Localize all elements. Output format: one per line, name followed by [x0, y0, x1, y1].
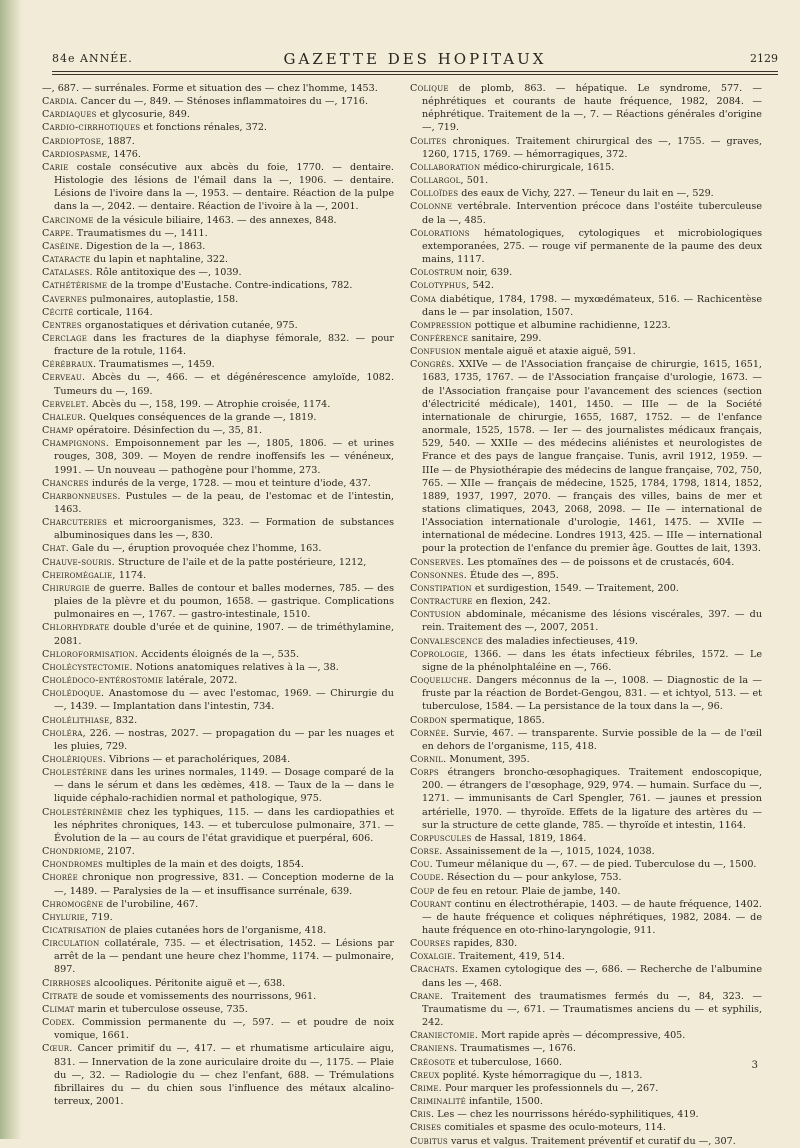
index-entry: [410, 1029, 762, 1042]
entry-headword: Cerclage: [42, 332, 88, 344]
entry-text: de Hassal, 1819, 1864.: [471, 832, 587, 844]
entry-headword: Chlorhydrate: [42, 622, 110, 634]
index-entry: [410, 871, 762, 884]
entry-text: dans les urines normales, 1149. — Dosage comparé de la — dans le sérum et dans les œdèmes, 418. — Taux de la — dans le liquide céphalo-rachidien normal et pathologique, 975.: [54, 767, 394, 805]
entry-headword: Chylurie,: [42, 911, 89, 923]
index-entry: [410, 1135, 762, 1148]
signature-mark: 3: [751, 1060, 758, 1071]
index-entry: [410, 1082, 762, 1095]
entry-text: 501.: [463, 175, 489, 187]
entry-headword: Crime.: [410, 1082, 442, 1094]
entry-headword: Cœur.: [42, 1043, 73, 1055]
entry-text: hématologiques, cytologiques et microbiologiques extemporanées, 275. — rouge vif permanente de la paume des deux mains, 1117.: [422, 227, 762, 266]
entry-text: dans les fractures de la diaphyse fémorale, 832. — pour fracture de la rotule, 1164.: [54, 332, 394, 358]
entry-headword: Constipation: [410, 582, 472, 594]
entry-text: Traumatismes —, 1676.: [457, 1043, 576, 1055]
entry-headword: Carie: [42, 161, 69, 173]
entry-text: varus et valgus. Traitement préventif et curatif du —, 307.: [447, 1135, 736, 1147]
entry-headword: Colonne: [410, 201, 453, 213]
index-entry: [410, 358, 762, 555]
index-entry: [42, 108, 394, 121]
index-entry: [410, 161, 762, 174]
entry-text: de l'urobiline, 467.: [103, 898, 199, 910]
index-entry: [410, 279, 762, 292]
entry-text: Pustules — de la peau, de l'estomac et de l'intestin, 1463.: [54, 490, 394, 515]
entry-text: Assainissement de la —, 1015, 1024, 1038.: [442, 846, 655, 858]
entry-headword: Craniectomie.: [410, 1030, 479, 1042]
entry-headword: Compression: [410, 319, 472, 331]
index-entry: [410, 858, 762, 871]
entry-text: de la vésicule biliaire, 1463. — des annexes, 848.: [93, 214, 337, 226]
entry-headword: Chaleur.: [42, 411, 87, 423]
entry-headword: Codex.: [42, 1017, 76, 1029]
index-entry: [42, 569, 394, 582]
entry-text: chronique non progressive, 831. — Conception moderne de la —, 1489. — Paralysies de la — et insuffisance surrénale, 639.: [54, 872, 394, 897]
entry-text: Accidents éloignés de la —, 535.: [138, 648, 300, 660]
entry-text: de feu en retour. Plaie de jambe, 140.: [434, 885, 621, 897]
entry-headword: Courses: [410, 938, 451, 950]
entry-text: Structure de l'aile et de la patte postérieure, 1212,: [114, 556, 367, 568]
entry-headword: Cerveau.: [42, 372, 86, 384]
entry-headword: Cervelet.: [42, 398, 89, 410]
entry-headword: Cavernes: [42, 293, 88, 305]
index-entry: [42, 266, 394, 279]
index-entry: [42, 990, 394, 1003]
entry-text: et surdigestion, 1549. — Traitement, 200.: [471, 582, 679, 594]
index-entry: [42, 279, 394, 292]
entry-headword: Collaboration: [410, 161, 481, 173]
index-entry: [410, 635, 762, 648]
index-entry: [42, 1042, 394, 1108]
entry-headword: Crane.: [410, 990, 444, 1002]
entry-text: indurés de la verge, 1728. — mou et teinture d'iode, 437.: [88, 477, 371, 489]
entry-text: pulmonaires, autoplastie, 158.: [87, 293, 239, 305]
index-entry: [410, 135, 762, 161]
index-entry: [410, 1069, 762, 1082]
index-entry: [42, 582, 394, 621]
index-entry: [410, 714, 762, 727]
index-entry: [410, 1095, 762, 1108]
index-entry: [42, 95, 394, 108]
entry-headword: Carpe.: [42, 227, 74, 239]
entry-text: et fonctions rénales, 372.: [140, 122, 267, 134]
entry-text: Examen cytologique des —, 686. — Recherche de l'albumine dans les —, 468.: [422, 964, 762, 989]
entry-text: chroniques. Traitement chirurgical des —, 1755. — graves, 1260, 1715, 1769. — hémorragiques, 372.: [422, 135, 762, 160]
entry-text: Dangers méconnus de la —, 1008. — Diagnostic de la — fruste par la réaction de Bordet-Gengou, 831. — et ichtyol, 513. — et tuberculose, 1584. — La persistance de la toux dans la —, 96.: [422, 675, 762, 713]
entry-text: et microorganismes, 323. — Formation de substances albuminosiques dans les —, 830.: [54, 517, 394, 542]
index-entry: [42, 411, 394, 424]
entry-text: du lapin et naphtaline, 322.: [90, 254, 229, 266]
entry-headword: Charcuteries: [42, 517, 108, 529]
entry-text: Digestion de la —, 1863.: [82, 240, 206, 252]
entry-text: Quelques conséquences de la grande —, 1819.: [86, 411, 317, 423]
entry-text: multiples de la main et des doigts, 1854.: [103, 859, 304, 871]
index-entry: [410, 832, 762, 845]
index-entry: [42, 135, 394, 148]
index-entry: [410, 766, 762, 832]
entry-headword: Convalescence: [410, 635, 484, 647]
index-entry: [410, 332, 762, 345]
entry-headword: Carcinome: [42, 214, 94, 226]
entry-text: de la trompe d'Eustache. Contre-indications, 782.: [107, 280, 353, 292]
entry-text: XXIVe — de l'Association française de chirurgie, 1615, 1651, 1683, 1735, 1767. — de l'Association française d'urologie, 1673. — de l'Association française pour l'avancement des sciences (section d'électricité médicale), 1401, 1450. — IIIe — de la Société internationale de chirurgie, 1655, 1687, 1752. — de l'enfance anormale, 1525, 1578. — Ier — des journalistes médicaux français, 529, 540. — XXIIe — des médecins aliénistes et neurologistes de France et des pays de langue française. Tunis, avril 1912, 1959. — IIIe — de Physiothérapie des médecins de langue française, 702, 750, 765. — XIIe — français de médecine, 1525, 1784, 1798, 1814, 1852, 1889, 1937, 1997, 2070. — français des villes, bains de mer et stations climatiques, 2043, 2068, 2098. — IIe — international de l'Association internationale d'urologie, 1461, 1475. — XVIIe — international de médecine. Londres 1913, 425. — IIIe — international pour la protection de l'enfance du premier âge. Gouttes de lait, 1393.: [422, 359, 762, 555]
entry-headword: Corse.: [410, 846, 443, 858]
index-entry: [410, 1056, 762, 1069]
index-entry: [42, 358, 394, 371]
entry-text: Gale du —, éruption provoquée chez l'homme, 163.: [68, 543, 322, 555]
entry-text: Les ptomaïnes des — de poissons et de crustacés, 604.: [464, 556, 735, 568]
entry-text: de plomb, 863. — hépatique. Le syndrome, 577. — néphrétiques et courants de haute fréquence, 1982, 2084. — néphrétique. Traitement de la —, 7. — Réactions générales d'origine —, 719.: [422, 83, 762, 134]
entry-text: de guerre. Balles de contour et balles modernes, 785. — des plaies de la plèvre et du poumon, 1658. — gastrique. Complications pulmonaires en —, 1767. — gastro-intestinale, 1510.: [54, 582, 394, 621]
entry-text: Pour marquer les professionnels du —, 267.: [441, 1082, 659, 1094]
entry-text: corticale, 1164.: [73, 306, 153, 318]
index-entry: [42, 332, 394, 358]
entry-headword: Colotyphus,: [410, 280, 470, 292]
entry-headword: Cholériques.: [42, 753, 106, 765]
entry-text: Traitement, 419, 514.: [455, 951, 565, 963]
entry-headword: Corpuscules: [410, 832, 472, 844]
entry-text: Abcès du —, 158, 199. — Atrophie croisée, 1174.: [88, 398, 331, 410]
entry-headword: Catalases.: [42, 267, 93, 279]
entry-headword: Coup: [410, 885, 435, 897]
index-entry: [42, 871, 394, 897]
index-entry: [410, 727, 762, 753]
entry-headword: Criminalité: [410, 1096, 466, 1108]
entry-headword: Cardiaques: [42, 109, 97, 121]
entry-headword: Chloroformisation.: [42, 648, 139, 660]
index-entry: [42, 214, 394, 227]
entry-headword: Chauve-souris.: [42, 556, 115, 568]
index-entry: [42, 766, 394, 805]
entry-text: chez les typhiques, 115. — dans les cardiopathies et les néphrites chroniques, 143. — et tuberculose pulmonaire, 371. — Évolution de la — au cours de l'état gravidique et puerpéral, 606.: [54, 806, 394, 844]
entry-headword: Creux: [410, 1069, 440, 1081]
index-entry: [42, 714, 394, 727]
entry-headword: Coprologie,: [410, 648, 468, 660]
entry-headword: Centres: [42, 319, 82, 331]
entry-headword: Contracture: [410, 596, 473, 608]
entry-text: alcooliques. Péritonite aiguë et —, 638.: [91, 977, 286, 989]
index-entry: [42, 661, 394, 674]
entry-text: de plaies cutanées hors de l'organisme, 418.: [106, 925, 327, 936]
index-entry: [42, 753, 394, 766]
index-entry: [410, 753, 762, 766]
entry-headword: Cardiospasme,: [42, 148, 111, 160]
index-entry: [42, 858, 394, 871]
index-entry: [410, 1121, 762, 1134]
index-entry: [42, 648, 394, 661]
index-entry: [42, 516, 394, 542]
index-entry: [410, 174, 762, 187]
entry-headword: Consonnes.: [410, 569, 467, 581]
entry-headword: Cholestérinémie: [42, 806, 123, 818]
entry-text: des maladies infectieuses, 419.: [483, 635, 638, 647]
entry-text: rapides, 830.: [450, 938, 518, 950]
entry-headword: Cécité: [42, 306, 74, 318]
entry-headword: Cicatrisation: [42, 925, 107, 936]
index-entry: [410, 187, 762, 200]
index-entry: [410, 1042, 762, 1055]
entry-headword: Crachats.: [410, 964, 459, 976]
journal-title: GAZETTE DES HOPITAUX: [283, 50, 547, 68]
entry-headword: Colites: [410, 135, 447, 147]
entry-headword: Colloïdes: [410, 188, 459, 200]
entry-headword: Coma: [410, 293, 437, 305]
entry-text: spermatique, 1865.: [447, 714, 545, 726]
entry-headword: Créosote: [410, 1056, 456, 1068]
entry-text: et tuberculose, 1660.: [455, 1056, 563, 1068]
index-entry: [410, 937, 762, 950]
index-entry: [42, 1003, 394, 1016]
entry-headword: Cholestérine: [42, 767, 108, 779]
entry-headword: Cubitus: [410, 1135, 448, 1147]
index-entry: [410, 595, 762, 608]
entry-text: latérale, 2072.: [163, 675, 238, 687]
index-entry: [42, 398, 394, 411]
entry-headword: Cardio-cirrhotiques: [42, 122, 141, 134]
index-entry: [410, 582, 762, 595]
entry-text: Étude des —, 895.: [466, 569, 559, 581]
entry-text: poplité. Kyste hémorragique du —, 1813.: [439, 1069, 643, 1081]
index-entry: [42, 82, 394, 95]
index-entry: [410, 1108, 762, 1121]
entry-text: de soude et vomissements des nourrissons, 961.: [77, 990, 317, 1002]
entry-headword: Chondromes: [42, 859, 104, 871]
entry-text: collatérale, 735. — et électrisation, 1452. — Lésions par arrêt de la — pendant une heure chez l'homme, 1174. — pulmonaire, 897.: [54, 938, 394, 976]
entry-headword: Citrate: [42, 990, 78, 1002]
entry-headword: Corps: [410, 767, 439, 779]
entry-text: 1476.: [110, 148, 141, 160]
entry-headword: Cholédoque.: [42, 688, 105, 700]
entry-headword: Confusion: [410, 346, 462, 358]
entry-headword: Choléra,: [42, 727, 86, 739]
entry-text: des eaux de Vichy, 227. — Teneur du lait en —, 529.: [458, 188, 714, 200]
year-label: 84e ANNÉE.: [52, 52, 133, 65]
entry-text: 542.: [469, 280, 494, 292]
index-entry: [42, 161, 394, 214]
entry-text: double d'urée et de quinine, 1907. — de triméthylamine, 2081.: [54, 622, 394, 647]
entry-text: 832.: [112, 714, 138, 726]
entry-text: Résection du — pour ankylose, 753.: [443, 872, 622, 884]
entry-headword: Cataracte: [42, 254, 91, 266]
entry-text: Traumatismes —, 1459.: [96, 359, 215, 371]
entry-headword: Craniens.: [410, 1043, 458, 1055]
index-entry: [410, 345, 762, 358]
entry-text: 2107.: [104, 846, 135, 858]
index-entry: [42, 556, 394, 569]
entry-headword: Cordon: [410, 714, 448, 726]
entry-text: 719.: [88, 911, 113, 923]
index-entry: [42, 687, 394, 713]
entry-text: Cancer primitif du —, 417. — et rhumatisme articulaire aigu, 831. — Innervation de la zone auriculaire droite du —, 1175. — Plaie du —, 32. — Radiologie du — chez l'enfant, 688. — Trémulations fibrillaires du — du chien sous l'influence des métaux alcalino-terreux, 2001.: [54, 1043, 394, 1108]
index-entry: [42, 674, 394, 687]
entry-text: médico-chirurgicale, 1615.: [480, 161, 615, 173]
entry-headword: Chat.: [42, 543, 69, 555]
entry-headword: Cardia.: [42, 96, 78, 108]
index-entry: [42, 977, 394, 990]
entry-headword: Coude.: [410, 872, 444, 884]
entry-headword: Collargol,: [410, 175, 464, 187]
entry-headword: Cathétérisme: [42, 280, 108, 292]
index-entry: [42, 240, 394, 253]
index-entry: [410, 885, 762, 898]
entry-headword: Cardioptose,: [42, 135, 105, 147]
entry-text: mentale aiguë et ataxie aiguë, 591.: [461, 346, 636, 358]
entry-text: et glycosurie, 849.: [96, 109, 190, 121]
entry-text: Traumatismes du —, 1411.: [73, 227, 208, 239]
entry-text: Commission permanente du —, 597. — et poudre de noix vomique, 1661.: [54, 1017, 394, 1042]
entry-headword: Colique: [410, 83, 449, 94]
binding-gutter: [0, 0, 22, 1139]
index-entry: [42, 371, 394, 397]
index-entry: [42, 477, 394, 490]
entry-text: 1174.: [115, 569, 147, 581]
entry-text: Rôle antitoxique des —, 1039.: [92, 267, 242, 279]
entry-headword: Crises: [410, 1122, 442, 1134]
entry-headword: Caséine.: [42, 240, 83, 252]
entry-headword: Conserves.: [410, 556, 465, 568]
entry-headword: Cérébraux.: [42, 359, 97, 371]
entry-text: vertébrale. Intervention précoce dans l'ostéite tuberculeuse de la —, 485.: [422, 201, 762, 226]
entry-headword: Champignons.: [42, 438, 109, 450]
entry-text: sanitaire, 299.: [468, 332, 542, 344]
entry-headword: Cheiromégalie,: [42, 569, 116, 581]
index-entry: [42, 937, 394, 976]
entry-text: Survie, 467. — transparente. Survie possible de la — de l'œil en dehors de l'organisme, 115, 418.: [422, 727, 762, 752]
entry-headword: Champ: [42, 425, 74, 437]
entry-text: étrangers broncho-œsophagiques. Traitement endoscopique, 200. — étrangers de l'œsophage, 929, 974. — humain. Surface du —, 1271. — immunisants de Carl Spengler, 761. — jaunes et pression artérielle, 1970. — thyroïde. Effets de la ligature des artères du — sur la structure de cette glande, 785. — thyroïde et intestin, 1164.: [422, 767, 762, 831]
entry-text: comitiales et spasme des oculo-moteurs, 114.: [441, 1122, 666, 1134]
left-column: [42, 82, 394, 1108]
entry-headword: Cholécystectomie.: [42, 661, 133, 673]
entry-headword: Cholélithiase,: [42, 714, 113, 726]
index-entry: [42, 924, 394, 937]
entry-headword: Chromogène: [42, 898, 104, 910]
index-entry: [42, 121, 394, 134]
index-entry: [410, 569, 762, 582]
index-entry: [42, 806, 394, 845]
index-entry: [410, 82, 762, 135]
entry-text: Mort rapide après — décompressive, 405.: [478, 1030, 686, 1042]
entry-text: 226. — nostras, 2027. — propagation du — par les nuages et les pluies, 729.: [54, 727, 394, 752]
entry-text: continu en électrothérapie, 1403. — de haute fréquence, 1402. — de haute fréquence et coliques néphrétiques, 1982, 2084. — de haute fréquence en oto-rhino-laryngologie, 911.: [422, 898, 762, 936]
entry-text: Abcès du —, 466. — et dégénérescence amyloïde, 1082. Tumeurs du —, 169.: [54, 372, 394, 397]
entry-headword: Coxalgie.: [410, 951, 456, 963]
entry-headword: Charbonneuses.: [42, 490, 121, 502]
entry-headword: Congrès.: [410, 359, 455, 371]
index-entry: [42, 319, 394, 332]
index-entry: [42, 227, 394, 240]
index-entry: [42, 911, 394, 924]
entry-headword: Cornil.: [410, 753, 447, 765]
index-entry: [42, 490, 394, 516]
index-entry: [410, 200, 762, 226]
index-entry: [42, 293, 394, 306]
index-entry: [410, 898, 762, 937]
entry-text: 1366. — dans les états infectieux fébriles, 1572. — Le signe de la phénolphtaléine en —, 766.: [422, 648, 762, 673]
index-entry: [410, 293, 762, 319]
index-entry: [42, 1016, 394, 1042]
index-entry: [410, 845, 762, 858]
entry-headword: Coqueluche.: [410, 675, 472, 687]
entry-text: diabétique, 1784, 1798. — myxœdémateux, 516. — Rachicentèse dans le — par insolation, 1507.: [422, 293, 762, 318]
index-entry: [410, 556, 762, 569]
entry-text: opératoire. Désinfection du —, 35, 81.: [73, 425, 263, 437]
entry-text: Les — chez les nourrissons hérédo-syphilitiques, 419.: [434, 1109, 699, 1121]
entry-headword: Chancres: [42, 477, 89, 489]
index-entry: [410, 648, 762, 674]
entry-headword: Chirurgie: [42, 582, 90, 594]
index-entry: [42, 437, 394, 476]
entry-headword: Climat: [42, 1003, 75, 1015]
entry-text: —, 687. — surrénales. Forme et situation des — chez l'homme, 1453.: [42, 83, 378, 94]
index-entry: [410, 608, 762, 634]
right-column: [410, 82, 762, 1148]
entry-text: Cancer du —, 849. — Sténoses inflammatoires du —, 1716.: [77, 96, 369, 108]
entry-text: Traitement des traumatismes fermés du —, 84, 323. — Traumatisme du —, 671. — Traumatismes anciens du — et syphilis, 242.: [422, 990, 762, 1029]
entry-headword: Cou.: [410, 859, 433, 871]
index-entry: [42, 542, 394, 555]
entry-headword: Chorée: [42, 872, 78, 884]
entry-text: Vibrions — et paracholériques, 2084.: [105, 753, 291, 765]
entry-text: 1887.: [104, 135, 135, 147]
entry-text: abdominale, mécanisme des lésions viscérales, 397. — du rein. Traitement des —, 2007, 2051.: [422, 609, 762, 634]
index-entry: [42, 253, 394, 266]
page-number: 2129: [750, 52, 778, 65]
index-entry: [42, 148, 394, 161]
index-entry: [42, 306, 394, 319]
entry-headword: Cholédoco-entérostomie: [42, 675, 164, 687]
entry-headword: Cornée.: [410, 727, 450, 739]
entry-text: infantile, 1500.: [465, 1096, 543, 1108]
index-entry: [42, 898, 394, 911]
entry-text: en flexion, 242.: [472, 596, 551, 608]
entry-text: costale consécutive aux abcès du foie, 1770. — dentaire. Histologie des lésions de l'émail dans la —, 1906. — dentaire. Lésions de l'ivoire dans la —, 1953. — dentaire. Réaction de la pulpe dans la —, 2042. — dentaire. Réaction de l'ivoire à la —, 2001.: [54, 161, 394, 213]
index-entry: [410, 990, 762, 1029]
entry-text: Tumeur mélanique du —, 67. — de pied. Tuberculose du —, 1500.: [432, 859, 757, 871]
index-entry: [410, 319, 762, 332]
entry-headword: Cris.: [410, 1109, 435, 1121]
entry-headword: Courant: [410, 898, 452, 910]
entry-headword: Chondriome,: [42, 846, 105, 858]
index-entry: [42, 845, 394, 858]
entry-headword: Colostrum: [410, 267, 464, 279]
index-entry: [410, 266, 762, 279]
entry-text: Notions anatomiques relatives à la —, 38.: [132, 661, 339, 673]
index-entry: [42, 727, 394, 753]
entry-text: marin et tuberculose osseuse, 735.: [74, 1003, 248, 1015]
entry-headword: Contusion: [410, 609, 461, 621]
index-entry: [410, 950, 762, 963]
entry-text: organostatiques et dérivation cutanée, 975.: [81, 319, 298, 331]
index-entry: [410, 674, 762, 713]
entry-text: pottique et albumine rachidienne, 1223.: [471, 319, 671, 331]
entry-text: Empoisonnement par les —, 1805, 1806. — et urines rouges, 308, 309. — Moyen de rendre inoffensifs les — vénéneux, 1991. — Un nouveau — pathogène pour l'homme, 273.: [54, 438, 394, 476]
entry-headword: Cirrhoses: [42, 977, 91, 989]
header-rule-bottom: [52, 74, 778, 75]
entry-text: Monument, 395.: [446, 753, 530, 765]
entry-text: noir, 639.: [463, 267, 513, 279]
entry-headword: Colorations: [410, 227, 470, 239]
index-entry: [42, 424, 394, 437]
header-rule-top: [52, 71, 778, 72]
entry-text: Anastomose du — avec l'estomac, 1969. — Chirurgie du —, 1439. — Implantation dans l'intestin, 734.: [54, 688, 394, 713]
index-entry: [410, 227, 762, 266]
index-entry: [410, 963, 762, 989]
index-entry: [42, 621, 394, 647]
entry-headword: Circulation: [42, 938, 100, 950]
entry-headword: Conférence: [410, 332, 469, 344]
